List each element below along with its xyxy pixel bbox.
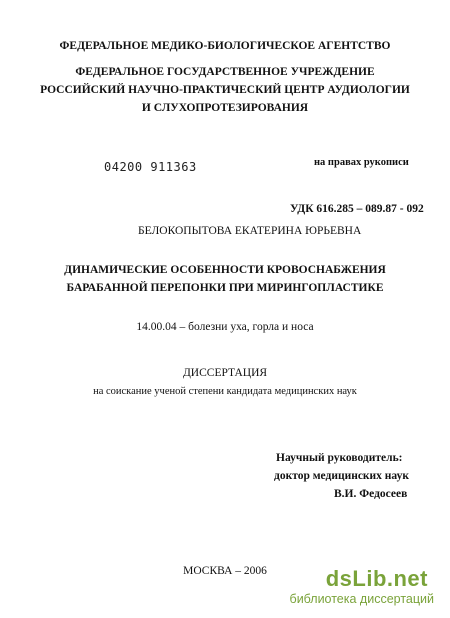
title-line-1: ДИНАМИЧЕСКИЕ ОСОБЕННОСТИ КРОВОСНАБЖЕНИЯ — [64, 264, 386, 276]
archive-stamp-number: 04200 911363 — [104, 160, 197, 174]
supervisor-label: Научный руководитель: — [276, 452, 403, 464]
title-line-2: БАРАБАННОЙ ПЕРЕПОНКИ ПРИ МИРИНГОПЛАСТИКЕ — [66, 282, 384, 294]
author-name: БЕЛОКОПЫТОВА ЕКАТЕРИНА ЮРЬЕВНА — [138, 225, 362, 237]
institution-line-3: И СЛУХОПРОТЕЗИРОВАНИЯ — [141, 102, 309, 114]
rights-note: на правах рукописи — [314, 157, 409, 168]
watermark-logo: dsLib.net — [325, 566, 428, 591]
supervisor-name: В.И. Федосеев — [334, 488, 408, 500]
udk-code: УДК 616.285 – 089.87 - 092 — [290, 203, 424, 215]
supervisor-degree: доктор медицинских наук — [274, 470, 409, 482]
specialty: 14.00.04 – болезни уха, горла и носа — [136, 321, 314, 333]
agency-heading: ФЕДЕРАЛЬНОЕ МЕДИКО-БИОЛОГИЧЕСКОЕ АГЕНТСТВО — [59, 40, 391, 52]
degree-purpose: на соискание ученой степени кандидата медицинских наук — [93, 386, 357, 397]
document-type: ДИССЕРТАЦИЯ — [182, 367, 268, 379]
watermark-subtitle: библиотека диссертаций — [289, 592, 434, 606]
institution-line-2: РОССИЙСКИЙ НАУЧНО-ПРАКТИЧЕСКИЙ ЦЕНТР АУДИОЛОГИИ — [40, 84, 410, 96]
city-year: МОСКВА – 2006 — [183, 565, 267, 577]
institution-line-1: ФЕДЕРАЛЬНОЕ ГОСУДАРСТВЕННОЕ УЧРЕЖДЕНИЕ — [75, 66, 375, 78]
